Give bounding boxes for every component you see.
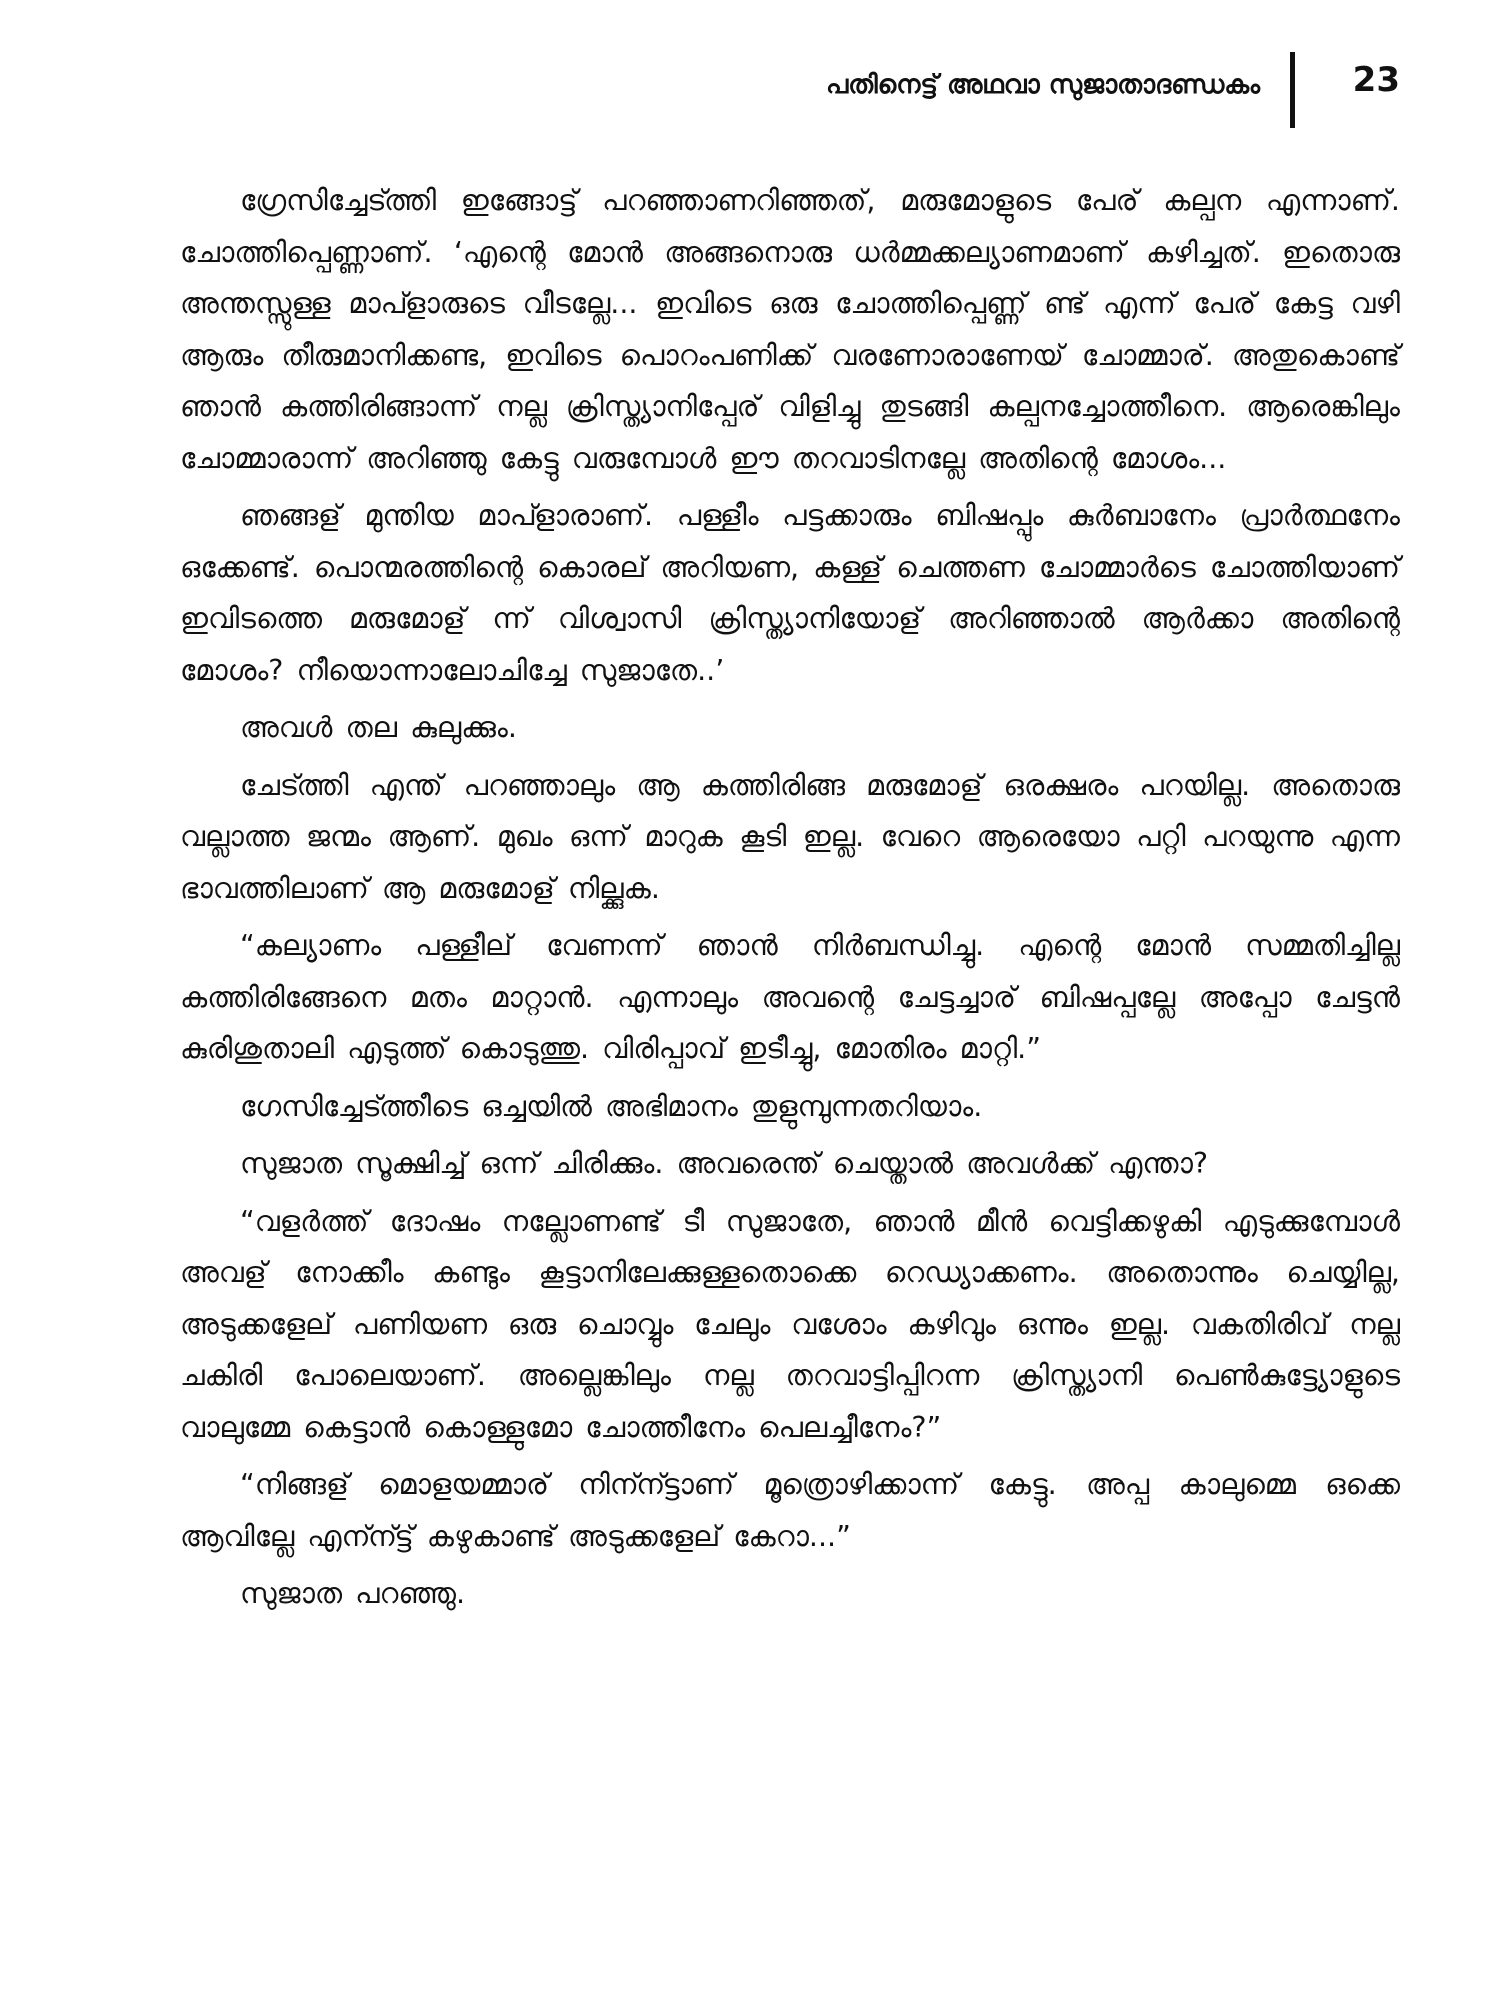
header-divider (1290, 52, 1295, 128)
paragraph: ഞങ്ങള് മുന്തിയ മാപ്ളാരാണ്. പള്ളീം പട്ടക്കാരും ബിഷപ്പും കുർബാനേം പ്രാർത്ഥനേം ഒക്കേണ്ട്. പൊന്മരത്തിന്റെ കൊരല് അറിയണ, കള്ള് ചെത്തണ ചോമ്മാർടെ ചോത്തിയാണ് ഇവിടത്തെ മരുമോള് ന്ന് വിശ്വാസി ക്രിസ്ത്യാനിയോള് അറിഞ്ഞാൽ ആർക്കാ അതിന്റെ മോശം? നീയൊന്നാലോചിച്ചേ സുജാതേ..’ (180, 499, 1400, 687)
paragraph: “വളർത്ത് ദോഷം നല്ലോണണ്ട് ടീ സുജാതേ, ഞാൻ മീൻ വെട്ടിക്കഴുകി എടുക്കുമ്പോൾ അവള് നോക്കീം കണ്ടും കൂട്ടാനിലേക്കുള്ളതൊക്കെ റെഡ്യാക്കണം. അതൊന്നും ചെയ്യില്ല, അടുക്കളേല് പണിയണ ഒരു ചൊവ്വും ചേലും വശോം കഴിവും ഒന്നും ഇല്ല. വകതിരിവ് നല്ല ചകിരി പോലെയാണ്. അല്ലെങ്കിലും നല്ല തറവാട്ടിപ്പിറന്ന ക്രിസ്ത്യാനി പെൺകുട്ട്യോളുടെ വാലുമ്മേ കെട്ടാൻ കൊള്ളുമോ ചോത്തീനേം പെലച്ചീനേം?” (180, 1204, 1400, 1444)
body-text (180, 175, 1400, 1626)
paragraph: സുജാത സൂക്ഷിച്ച് ഒന്ന് ചിരിക്കും. അവരെന്ത് ചെയ്താൽ അവൾക്ക് എന്താ? (240, 1147, 1209, 1180)
running-header (180, 52, 1400, 132)
paragraph: സുജാത പറഞ്ഞു. (240, 1577, 466, 1610)
page-number: 23 (1352, 60, 1400, 100)
chapter-title: പതിനെട്ട് അഥവാ സുജാതാദണ്ഡകം (826, 70, 1260, 100)
paragraph: അവൾ തല കുലുക്കും. (240, 711, 517, 744)
paragraph: ചേട്ത്തി എന്ത് പറഞ്ഞാലും ആ കത്തിരിങ്ങ മരുമോള് ഒരക്ഷരം പറയില്ല. അതൊരു വല്ലാത്ത ജന്മം ആണ്. മുഖം ഒന്ന് മാറുക കൂടി ഇല്ല. വേറെ ആരെയോ പറ്റി പറയുന്നു എന്ന ഭാവത്തിലാണ് ആ മരുമോള് നില്ക്കുക. (180, 768, 1400, 905)
paragraph: “നിങ്ങള് മൊളയമ്മാര് നിന്ന്ട്ടാണ് മൂത്രൊഴിക്കാന്ന് കേട്ടു. അപ്പ കാലുമ്മെ ഒക്കെ ആവില്ലേ എന്ന്ട്ട് കഴുകാണ്ട് അടുക്കളേല് കേറാ...” (180, 1468, 1400, 1553)
paragraph: ഗ്രേസിച്ചേട്ത്തി ഇങ്ങോട്ട് പറഞ്ഞാണറിഞ്ഞത്, മരുമോളുടെ പേര് കല്പന എന്നാണ്. ചോത്തിപ്പെണ്ണാണ്. ‘എന്റെ മോൻ അങ്ങനൊരു ധർമ്മക്കല്യാണമാണ് കഴിച്ചത്. ഇതൊരു അന്തസ്സുള്ള മാപ്ളാരുടെ വീടല്ലേ... ഇവിടെ ഒരു ചോത്തിപ്പെണ്ണ് ണ്ട് എന്ന് പേര് കേട്ട വഴി ആരും തീരുമാനിക്കണ്ട, ഇവിടെ പൊറംപണിക്ക് വരണോരാണേയ് ചോമ്മാര്. അതുകൊണ്ട് ഞാൻ കത്തിരിങ്ങാന്ന് നല്ല ക്രിസ്ത്യാനിപ്പേര് വിളിച്ചു തുടങ്ങി കല്പനച്ചോത്തീനെ. ആരെങ്കിലും ചോമ്മാരാന്ന് അറിഞ്ഞു കേട്ടു വരുമ്പോൾ ഈ തറവാടിനല്ലേ അതിന്റെ മോശം... (180, 184, 1400, 475)
paragraph: “കല്യാണം പള്ളീല് വേണന്ന് ഞാൻ നിർബന്ധിച്ചു. എന്റെ മോൻ സമ്മതിച്ചില്ല കത്തിരിങ്ങേനെ മതം മാറ്റാൻ. എന്നാലും അവന്റെ ചേട്ടച്ചാര് ബിഷപ്പല്ലേ അപ്പോ ചേട്ടൻ കുരിശുതാലി എടുത്ത് കൊടുത്തു. വിരിപ്പാവ് ഇടീച്ചു, മോതിരം മാറ്റി.” (180, 929, 1400, 1065)
paragraph: ഗേസിച്ചേട്ത്തീടെ ഒച്ചയിൽ അഭിമാനം തുളുമ്പുന്നതറിയാം. (240, 1089, 983, 1123)
